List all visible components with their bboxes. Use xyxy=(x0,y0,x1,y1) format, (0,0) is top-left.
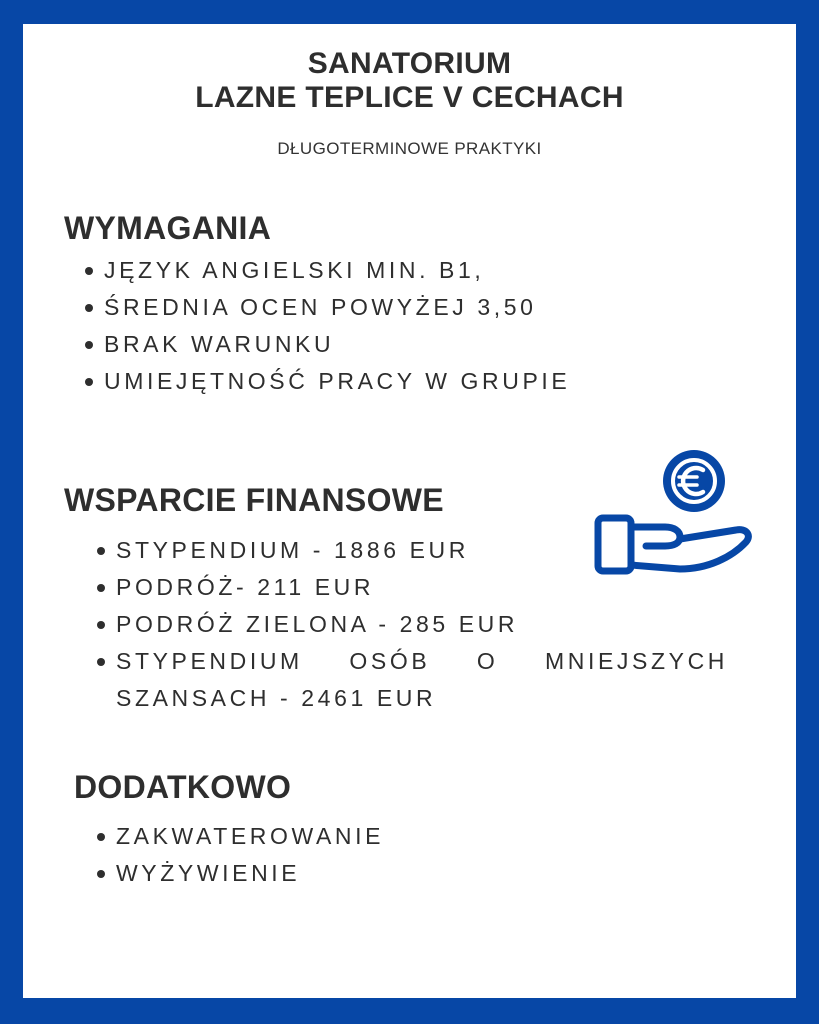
title-line-2: LAZNE TEPLICE V CECHACH xyxy=(195,81,624,114)
requirements-list xyxy=(82,252,570,400)
additional-item: ZAKWATEROWANIE xyxy=(94,818,384,855)
financial-item-line-1: STYPENDIUM OSÓB O MNIEJSZYCH xyxy=(116,648,728,674)
financial-item: STYPENDIUM - 1886 EUR xyxy=(94,532,728,569)
financial-item: PODRÓŻ- 211 EUR xyxy=(94,569,728,606)
requirements-heading: WYMAGANIA xyxy=(64,210,272,246)
requirement-item: ŚREDNIA OCEN POWYŻEJ 3,50 xyxy=(82,289,570,326)
financial-item xyxy=(94,643,728,717)
requirement-item: JĘZYK ANGIELSKI MIN. B1, xyxy=(82,252,570,289)
subtitle: DŁUGOTERMINOWE PRAKTYKI xyxy=(277,139,542,158)
financial-support-heading: WSPARCIE FINANSOWE xyxy=(64,482,444,518)
additional-list xyxy=(94,818,384,892)
financial-item-line-2: SZANSACH - 2461 EUR xyxy=(116,685,437,711)
financial-support-list xyxy=(94,532,728,717)
additional-heading: DODATKOWO xyxy=(74,769,292,805)
additional-item: WYŻYWIENIE xyxy=(94,855,384,892)
title-line-1: SANATORIUM xyxy=(307,47,512,80)
requirement-item: BRAK WARUNKU xyxy=(82,326,570,363)
requirement-item: UMIEJĘTNOŚĆ PRACY W GRUPIE xyxy=(82,363,570,400)
financial-item: PODRÓŻ ZIELONA - 285 EUR xyxy=(94,606,728,643)
